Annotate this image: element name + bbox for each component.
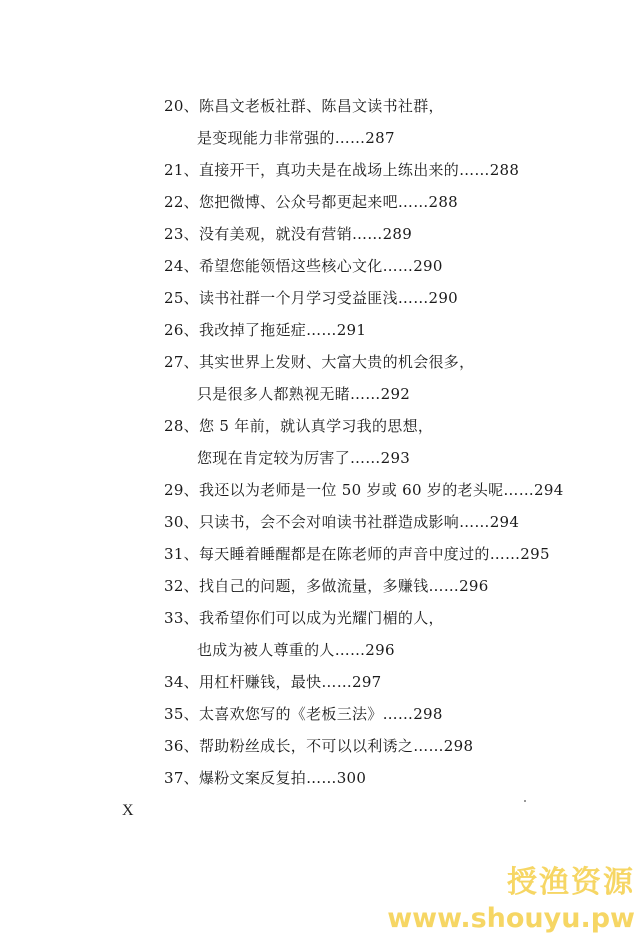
toc-entry: 31、每天睡着睡醒都是在陈老师的声音中度过的……295	[164, 545, 550, 563]
table-of-contents	[164, 90, 584, 794]
toc-entry: 33、我希望你们可以成为光耀门楣的人，	[164, 609, 444, 627]
watermark-url: www.shouyu.pw	[387, 903, 635, 934]
toc-entry: 29、我还以为老师是一位 50 岁或 60 岁的老头呢……294	[164, 481, 564, 499]
toc-entry: 36、帮助粉丝成长，不可以以利诱之……298	[164, 737, 474, 755]
toc-entry-continuation: 是变现能力非常强的……287	[197, 129, 395, 147]
toc-entry: 32、找自己的问题，多做流量，多赚钱……296	[164, 577, 489, 595]
toc-entry-continuation: 只是很多人都熟视无睹……292	[197, 385, 411, 403]
watermark-chinese: 授渔资源	[507, 865, 635, 900]
toc-entry: 22、您把微博、公众号都更起来吧……288	[164, 193, 459, 211]
watermark	[387, 864, 635, 936]
toc-entry: 23、没有美观，就没有营销……289	[164, 225, 413, 243]
toc-entry: 35、太喜欢您写的《老板三法》……298	[164, 705, 443, 723]
toc-entry: 20、陈昌文老板社群、陈昌文读书社群，	[164, 97, 444, 115]
toc-entry: 30、只读书，会不会对咱读书社群造成影响……294	[164, 513, 520, 531]
toc-entry: 34、用杠杆赚钱，最快……297	[164, 673, 382, 691]
toc-entry: 28、您 5 年前，就认真学习我的思想，	[164, 417, 434, 435]
toc-entry-continuation: 您现在肯定较为厉害了……293	[197, 449, 411, 467]
toc-entry: 24、希望您能领悟这些核心文化……290	[164, 257, 443, 275]
toc-entry: 26、我改掉了拖延症……291	[164, 321, 367, 339]
toc-entry-continuation: 也成为被人尊重的人……296	[197, 641, 395, 659]
toc-entry: 25、读书社群一个月学习受益匪浅……290	[164, 289, 459, 307]
toc-entry: 37、爆粉文案反复拍……300	[164, 769, 367, 787]
print-speck	[524, 800, 526, 802]
page-number: X	[122, 802, 134, 819]
toc-entry: 21、直接开干，真功夫是在战场上练出来的……288	[164, 161, 520, 179]
toc-entry: 27、其实世界上发财、大富大贵的机会很多，	[164, 353, 475, 371]
